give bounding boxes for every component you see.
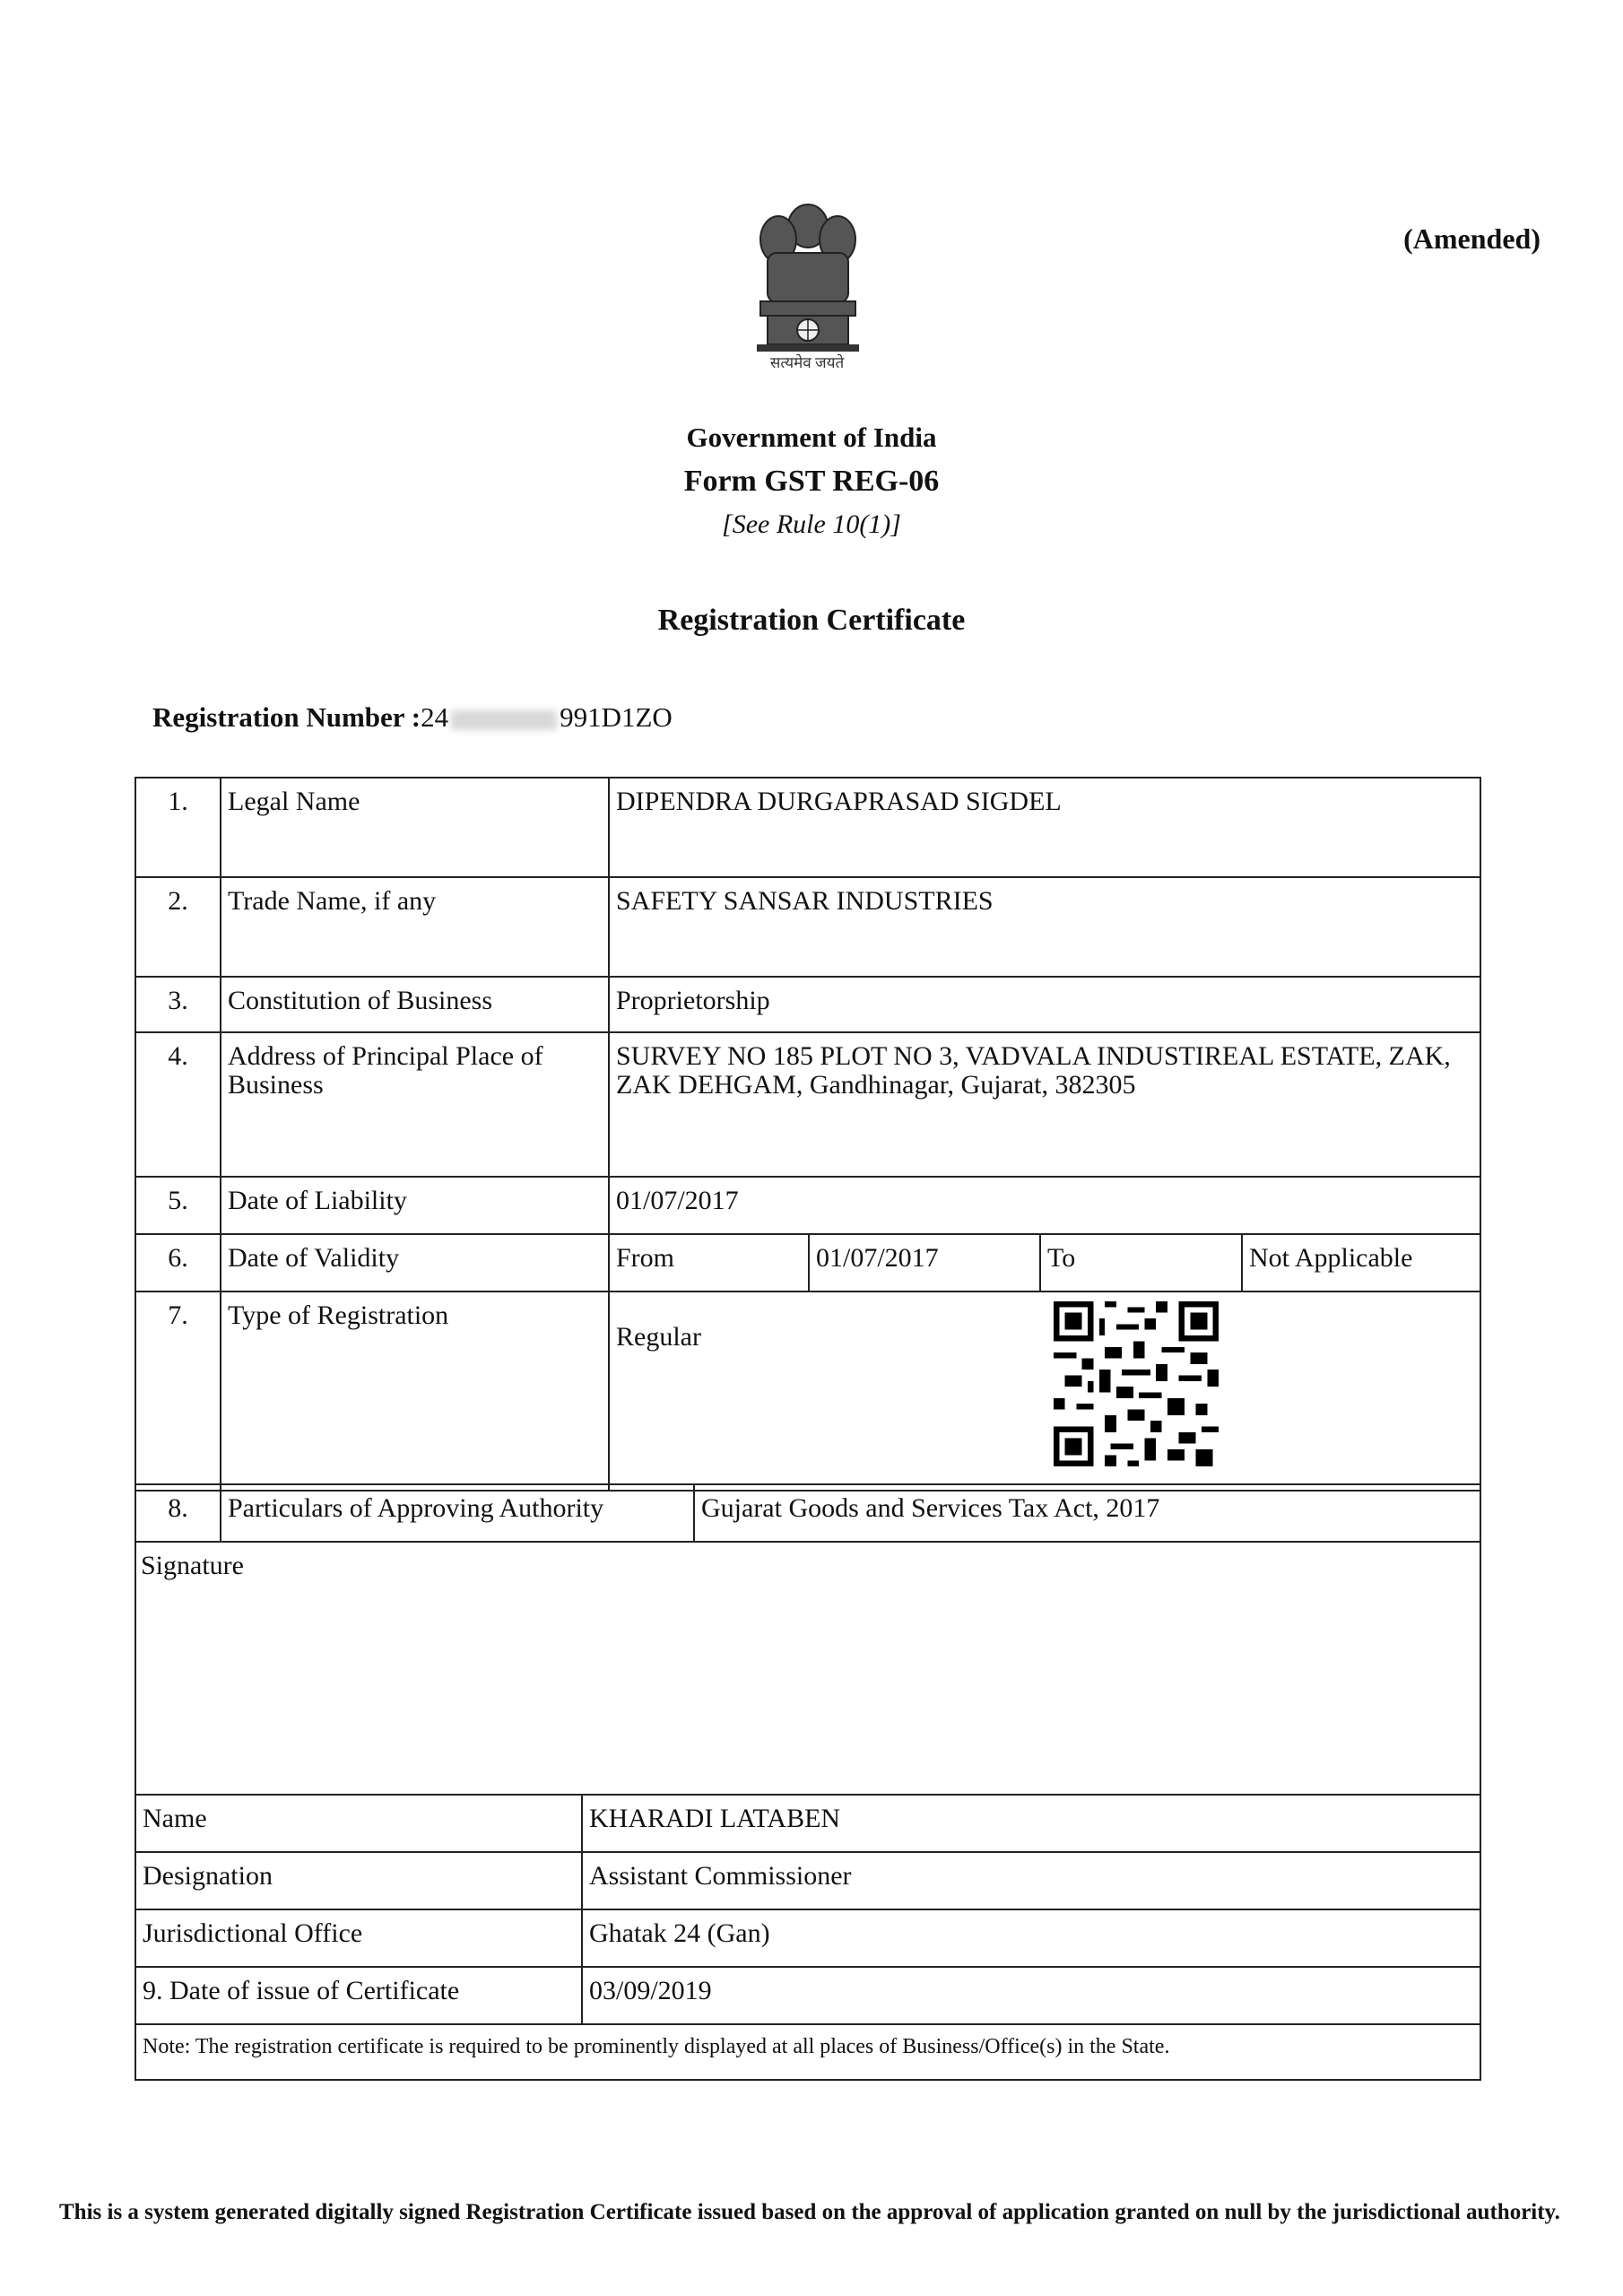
footer-disclaimer: This is a system generated digitally signed Registration Certificate issued based on the approval of application granted on null by the jurisdictional authority. (59, 2200, 1560, 2224)
amended-label: (Amended) (1403, 222, 1541, 255)
designation-value: Assistant Commissioner (582, 1852, 1480, 1909)
row-number: 2. (135, 877, 221, 977)
table-row (135, 1795, 1480, 1852)
address-label: Address of Principal Place of Business (221, 1032, 609, 1177)
liability-label: Date of Liability (221, 1177, 609, 1234)
registration-details-table (135, 777, 1481, 1492)
signatory-table (135, 1794, 1481, 2081)
type-cell (609, 1292, 1480, 1491)
trade-name-label: Trade Name, if any (221, 877, 609, 977)
authority-label: Particulars of Approving Authority (221, 1484, 694, 1542)
row-number: 8. (135, 1484, 221, 1542)
redacted-segment (451, 710, 557, 730)
validity-to-value: Not Applicable (1242, 1234, 1480, 1292)
address-value: SURVEY NO 185 PLOT NO 3, VADVALA INDUSTIREAL ESTATE, ZAK, ZAK DEHGAM, Gandhinagar, Gujarat, 382305 (609, 1032, 1480, 1177)
validity-label: Date of Validity (221, 1234, 609, 1292)
table-row (135, 1967, 1480, 2024)
row-number: 5. (135, 1177, 221, 1234)
row-number: 3. (135, 977, 221, 1032)
validity-from-label: From (609, 1234, 809, 1292)
authority-value: Gujarat Goods and Services Tax Act, 2017 (694, 1484, 1480, 1542)
type-label: Type of Registration (221, 1292, 609, 1491)
row-number: 1. (135, 778, 221, 877)
name-label: Name (135, 1795, 582, 1852)
table-row (135, 1542, 1480, 1795)
qr-code-icon (1054, 1301, 1219, 1466)
name-value: KHARADI LATABEN (582, 1795, 1480, 1852)
registration-number (152, 701, 673, 734)
constitution-label: Constitution of Business (221, 977, 609, 1032)
table-row (135, 1234, 1480, 1292)
certificate-title: Registration Certificate (657, 604, 966, 637)
form-title: Form GST REG-06 (683, 465, 940, 498)
trade-name-value: SAFETY SANSAR INDUSTRIES (609, 877, 1480, 977)
table-row (135, 1177, 1480, 1234)
national-emblem-icon (741, 190, 875, 378)
legal-name-label: Legal Name (221, 778, 609, 877)
office-label: Jurisdictional Office (135, 1909, 582, 1967)
rule-reference: [See Rule 10(1)] (722, 509, 901, 539)
authority-table (135, 1483, 1481, 1796)
table-row (135, 1292, 1480, 1491)
row-number: 7. (135, 1292, 221, 1491)
constitution-value: Proprietorship (609, 977, 1480, 1032)
table-row (135, 1032, 1480, 1177)
registration-number-label: Registration Number : (152, 701, 421, 733)
legal-name-value: DIPENDRA DURGAPRASAD SIGDEL (609, 778, 1480, 877)
table-row (135, 2024, 1480, 2080)
designation-label: Designation (135, 1852, 582, 1909)
registration-number-prefix: 24 (421, 701, 449, 733)
table-row (135, 778, 1480, 877)
office-value: Ghatak 24 (Gan) (582, 1909, 1480, 1967)
liability-value: 01/07/2017 (609, 1177, 1480, 1234)
row-number: 6. (135, 1234, 221, 1292)
table-row (135, 1852, 1480, 1909)
display-note: Note: The registration certificate is required to be prominently displayed at all places of Business/Office(s) in the State. (135, 2024, 1480, 2080)
issue-date-label: 9. Date of issue of Certificate (135, 1967, 582, 2024)
validity-to-label: To (1040, 1234, 1242, 1292)
table-row (135, 977, 1480, 1032)
registration-number-suffix: 991D1ZO (560, 701, 673, 733)
type-value: Regular (616, 1322, 701, 1352)
issue-date-value: 03/09/2019 (582, 1967, 1480, 2024)
table-row (135, 877, 1480, 977)
validity-from-value: 01/07/2017 (809, 1234, 1040, 1292)
emblem-motto: सत्यमेव जयते (769, 354, 845, 371)
signature-label: Signature (135, 1542, 1480, 1795)
table-row (135, 1909, 1480, 1967)
row-number: 4. (135, 1032, 221, 1177)
table-row (135, 1484, 1480, 1542)
government-heading: Government of India (686, 422, 937, 453)
